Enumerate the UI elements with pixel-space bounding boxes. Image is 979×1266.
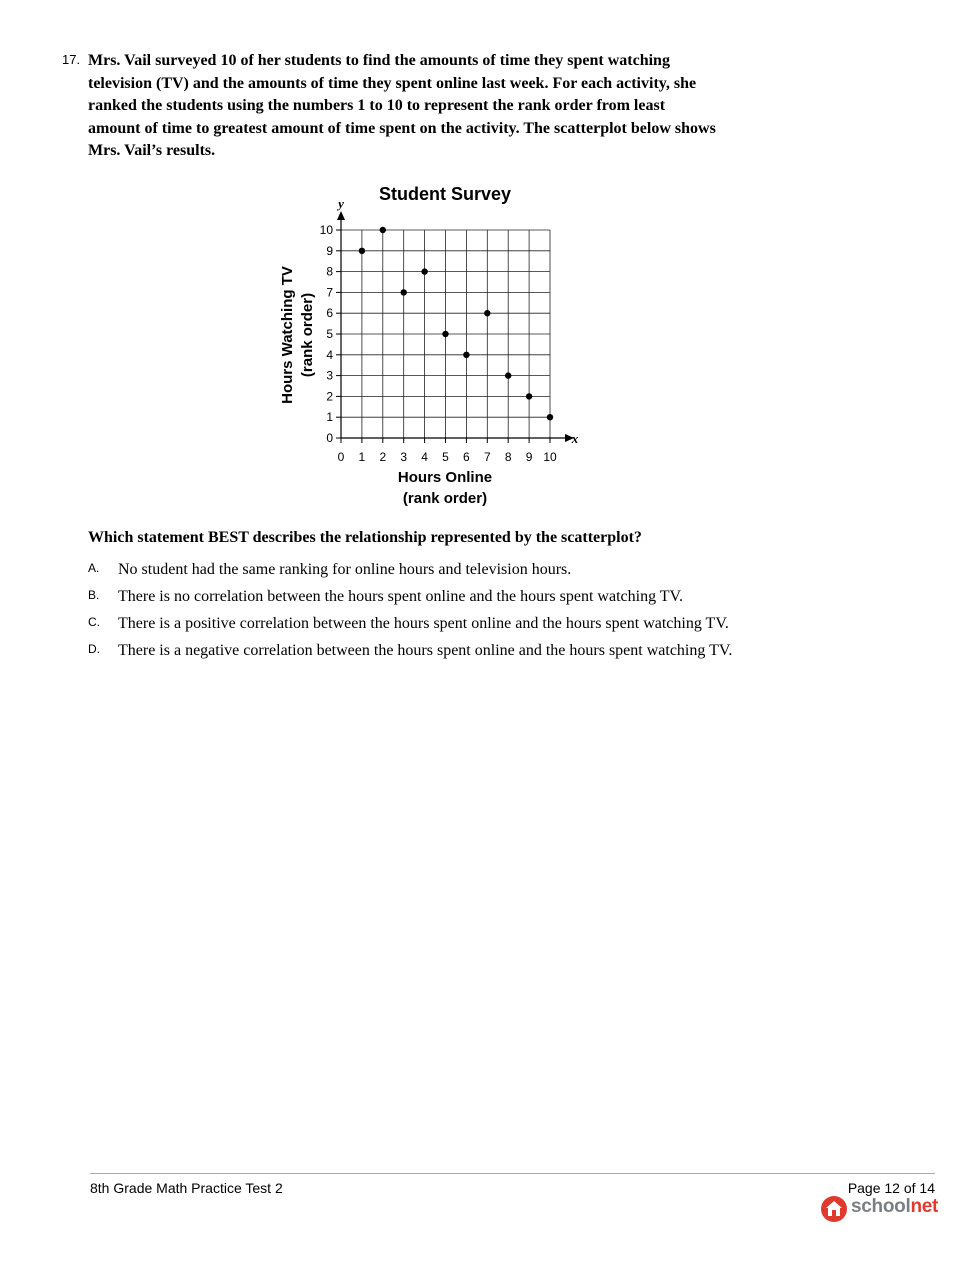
tick-labels (320, 223, 557, 464)
scatter-point (442, 331, 448, 337)
choice-text: There is no correlation between the hours spent online and the hours spent watching TV. (118, 588, 684, 605)
y-axis-arrow (337, 211, 345, 220)
scatter-point (380, 227, 386, 233)
stem-line: ranked the students using the numbers 1 to 10 to represent the rank order from least (88, 97, 666, 114)
axes (336, 211, 574, 443)
choice-letter: D. (88, 642, 100, 656)
data-points (359, 227, 553, 421)
x-tick-label: 2 (379, 450, 387, 464)
y-tick-label: 9 (326, 243, 333, 258)
y-tick-label: 6 (326, 306, 333, 321)
choice-letter: B. (88, 588, 100, 602)
x-axis-letter: x (571, 431, 579, 446)
logo-part-net: net (910, 1196, 939, 1217)
logo-wordmark (851, 1196, 938, 1218)
x-tick-label: 7 (483, 450, 491, 464)
y-axis-label-line: Hours Watching TV (279, 266, 296, 404)
x-tick-label: 6 (463, 450, 470, 464)
scatter-point (547, 414, 553, 420)
y-tick-label: 1 (326, 410, 333, 425)
stem-line: Mrs. Vail’s results. (88, 142, 216, 159)
y-tick-label: 4 (326, 347, 333, 362)
y-tick-label: 5 (326, 327, 333, 341)
footer-divider (90, 1173, 935, 1174)
y-tick-label: 10 (319, 223, 333, 237)
x-tick-label: 10 (543, 450, 557, 464)
footer-page-number: Page 12 of 14 (847, 1180, 935, 1196)
question-stem (88, 50, 788, 163)
x-tick-label: 0 (337, 450, 345, 464)
stem-line: amount of time to greatest amount of time spent on the activity. The scatterplot below shows (88, 119, 716, 137)
x-axis-label-line: (rank order) (402, 490, 488, 507)
logo-part-school: school (851, 1196, 911, 1217)
footer-test-title: 8th Grade Math Practice Test 2 (90, 1180, 283, 1196)
scatter-point (463, 352, 469, 358)
scatter-point (421, 268, 427, 274)
y-tick-label: 7 (326, 285, 333, 300)
scatter-point (359, 248, 365, 254)
house-icon (820, 1195, 848, 1223)
x-axis-label-line: Hours Online (397, 469, 493, 486)
y-tick-label: 3 (326, 368, 333, 383)
question-prompt: Which statement BEST describes the relationship represented by the scatterplot? (88, 529, 642, 546)
stem-line: Mrs. Vail surveyed 10 of her students to find the amounts of time they spent watching (88, 52, 670, 69)
y-tick-label: 8 (326, 264, 333, 279)
choice-letter: A. (88, 561, 100, 575)
scatter-point (484, 310, 490, 316)
scatter-point (526, 393, 532, 399)
choice-letter: C. (88, 615, 100, 629)
x-tick-label: 1 (358, 450, 366, 464)
y-tick-label: 0 (326, 431, 333, 445)
stem-line: television (TV) and the amounts of time they spent online last week. For each activity, she (88, 74, 697, 92)
y-axis-letter: y (338, 196, 344, 211)
x-tick-label: 9 (525, 450, 533, 464)
question-number: 17. (62, 52, 81, 67)
scatter-point (401, 289, 407, 295)
x-tick-label: 4 (421, 450, 428, 464)
scatter-point (505, 372, 511, 378)
y-tick-label: 2 (326, 389, 333, 404)
chart-title: Student Survey (378, 184, 512, 204)
choice-text: There is a positive correlation between the hours spent online and the hours spent watching TV. (118, 615, 729, 632)
y-axis-label-line: (rank order) (299, 292, 316, 378)
x-tick-label: 8 (504, 450, 512, 464)
choice-text: There is a negative correlation between the hours spent online and the hours spent watching TV. (118, 642, 733, 659)
choice-text: No student had the same ranking for online hours and television hours. (118, 561, 572, 578)
x-tick-label: 3 (400, 450, 408, 464)
scatterplot-chart (270, 178, 600, 513)
x-tick-label: 5 (442, 450, 449, 464)
